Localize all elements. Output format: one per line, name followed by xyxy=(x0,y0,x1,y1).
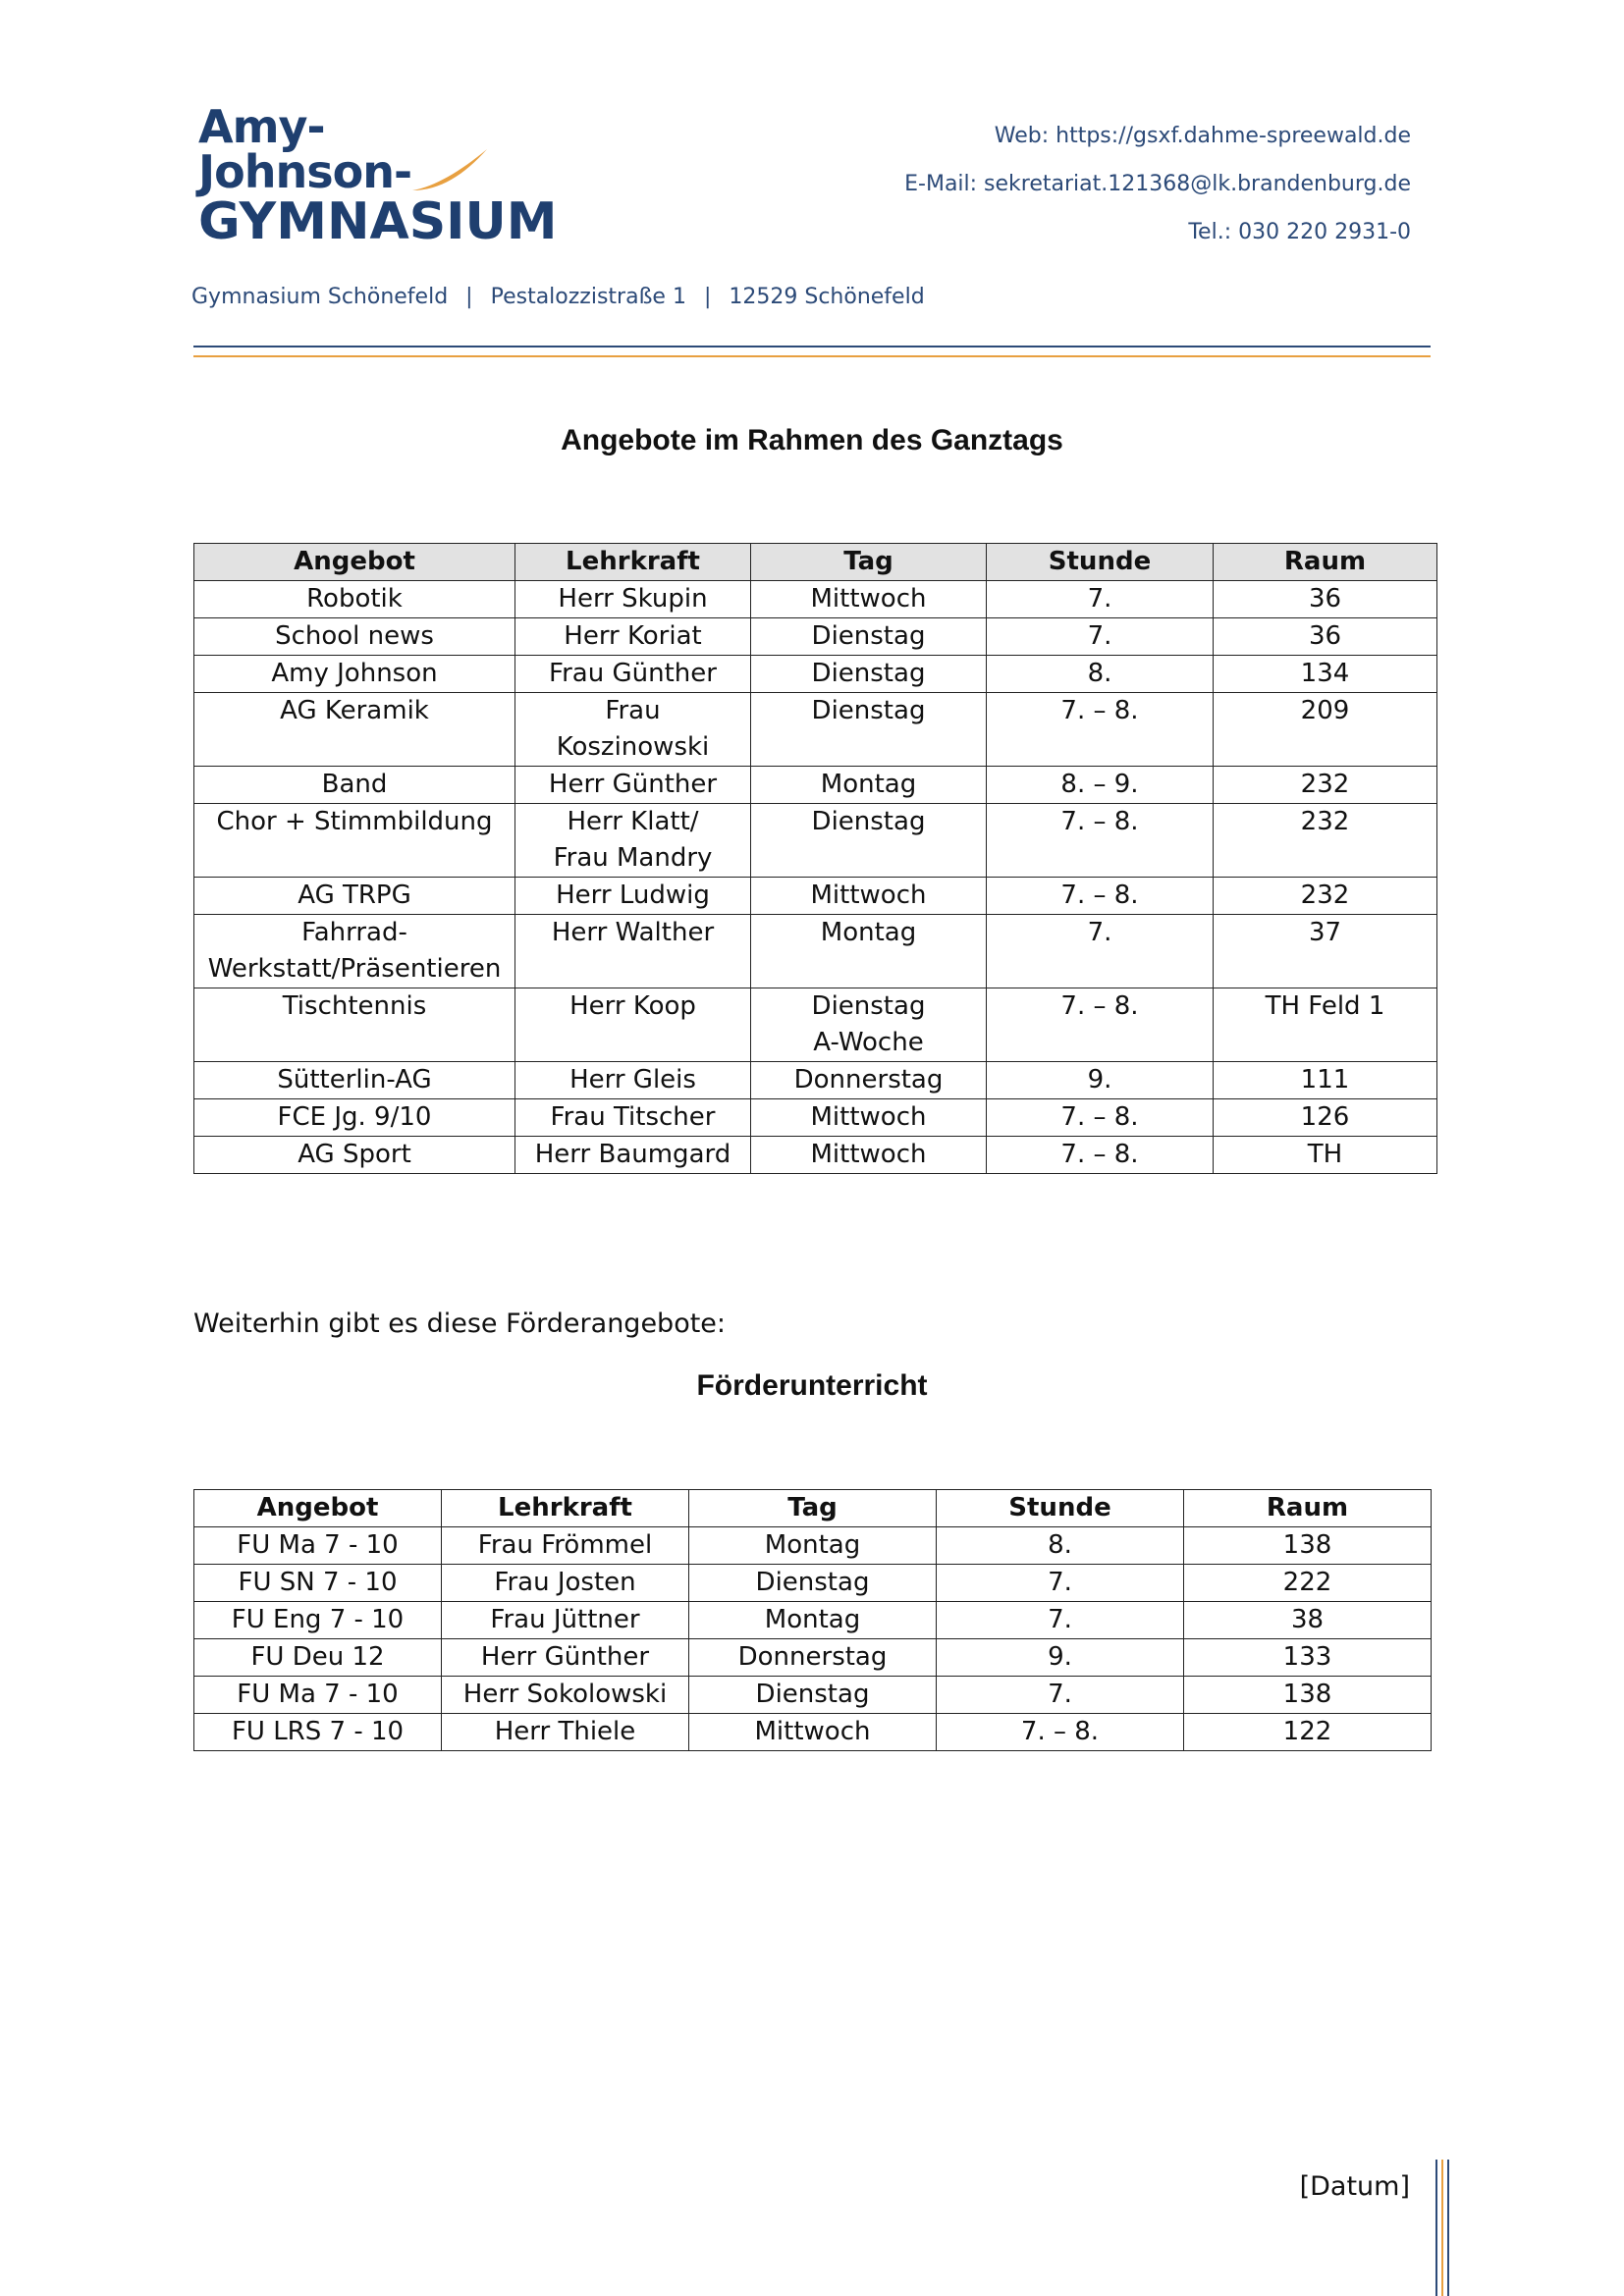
column-header: Raum xyxy=(1184,1490,1432,1527)
footer-line-blue xyxy=(1447,2160,1449,2296)
contact-block xyxy=(904,124,1411,268)
section-title-ganztag: Angebote im Rahmen des Ganztags xyxy=(561,424,1063,456)
table-cell: 222 xyxy=(1184,1565,1432,1602)
logo-swoosh-icon xyxy=(410,147,489,196)
table-cell: 232 xyxy=(1214,767,1437,804)
address-separator: | xyxy=(465,285,473,309)
table-cell: Herr Walther xyxy=(515,915,751,988)
table-cell: AG Sport xyxy=(194,1137,515,1174)
table-cell: Herr Günther xyxy=(515,767,751,804)
table-cell: Mittwoch xyxy=(689,1714,937,1751)
contact-web: Web: https://gsxf.dahme-spreewald.de xyxy=(994,124,1411,148)
table-cell: 7. – 8. xyxy=(937,1714,1184,1751)
table-row xyxy=(194,1137,1437,1174)
table-row xyxy=(194,1677,1432,1714)
table-cell: Herr Ludwig xyxy=(515,878,751,915)
header-divider-orange xyxy=(193,355,1431,357)
foerder-table xyxy=(193,1489,1432,1751)
logo-line-2: Johnson- xyxy=(198,145,412,198)
table-cell: Donnerstag xyxy=(751,1062,987,1099)
header-divider-blue xyxy=(193,346,1431,347)
table-cell: Dienstag xyxy=(689,1677,937,1714)
table-cell: 9. xyxy=(987,1062,1214,1099)
table-cell: 7. xyxy=(987,915,1214,988)
table-row xyxy=(194,581,1437,618)
table-cell: 7. – 8. xyxy=(987,1137,1214,1174)
footer-line-blue xyxy=(1435,2160,1437,2296)
table-cell: 7. xyxy=(937,1602,1184,1639)
column-header: Tag xyxy=(689,1490,937,1527)
table-cell: 7. – 8. xyxy=(987,1099,1214,1137)
address-line xyxy=(191,285,925,309)
table-cell: 7. – 8. xyxy=(987,804,1214,878)
table-cell: 111 xyxy=(1214,1062,1437,1099)
footer-line-orange xyxy=(1441,2160,1443,2296)
table-header-row xyxy=(194,544,1437,581)
table-cell: TH Feld 1 xyxy=(1214,988,1437,1062)
table-cell: Montag xyxy=(751,767,987,804)
table-cell: FU Deu 12 xyxy=(194,1639,442,1677)
table-row xyxy=(194,693,1437,767)
table-cell: Herr Skupin xyxy=(515,581,751,618)
table-cell: FCE Jg. 9/10 xyxy=(194,1099,515,1137)
column-header: Stunde xyxy=(987,544,1214,581)
column-header: Lehrkraft xyxy=(515,544,751,581)
table-cell: Herr Klatt/ Frau Mandry xyxy=(515,804,751,878)
table-cell: 36 xyxy=(1214,581,1437,618)
table-cell: Herr Günther xyxy=(442,1639,689,1677)
table-cell: 7. xyxy=(987,618,1214,656)
table-cell: 7. – 8. xyxy=(987,878,1214,915)
table-cell: FU Eng 7 - 10 xyxy=(194,1602,442,1639)
table-cell: 37 xyxy=(1214,915,1437,988)
table-cell: 9. xyxy=(937,1639,1184,1677)
table-row xyxy=(194,656,1437,693)
table-cell: 38 xyxy=(1184,1602,1432,1639)
school-logo xyxy=(198,100,558,251)
table-cell: Dienstag xyxy=(751,693,987,767)
table-cell: Herr Gleis xyxy=(515,1062,751,1099)
section-title-foerderunterricht: Förderunterricht xyxy=(696,1369,928,1402)
table-cell: 209 xyxy=(1214,693,1437,767)
table-cell: FU LRS 7 - 10 xyxy=(194,1714,442,1751)
address-city: 12529 Schönefeld xyxy=(729,285,925,309)
column-header: Stunde xyxy=(937,1490,1184,1527)
table-cell: 8. – 9. xyxy=(987,767,1214,804)
table-cell: AG TRPG xyxy=(194,878,515,915)
table-row xyxy=(194,618,1437,656)
ganztag-table xyxy=(193,543,1437,1174)
table-cell: Tischtennis xyxy=(194,988,515,1062)
contact-phone: Tel.: 030 220 2931-0 xyxy=(1188,220,1411,244)
table-cell: Sütterlin-AG xyxy=(194,1062,515,1099)
logo-line-1: Amy- xyxy=(198,100,325,153)
table-row xyxy=(194,988,1437,1062)
table-row xyxy=(194,915,1437,988)
table-cell: 126 xyxy=(1214,1099,1437,1137)
table-cell: 122 xyxy=(1184,1714,1432,1751)
table-cell: Mittwoch xyxy=(751,1137,987,1174)
table-cell: 7. xyxy=(987,581,1214,618)
table-cell: FU Ma 7 - 10 xyxy=(194,1677,442,1714)
date-placeholder: [Datum] xyxy=(1299,2171,1410,2202)
table-row xyxy=(194,1527,1432,1565)
table-header-row xyxy=(194,1490,1432,1527)
address-school: Gymnasium Schönefeld xyxy=(191,285,449,309)
table-row xyxy=(194,878,1437,915)
table-cell: 133 xyxy=(1184,1639,1432,1677)
table-cell: Dienstag xyxy=(751,804,987,878)
address-street: Pestalozzistraße 1 xyxy=(490,285,686,309)
logo-line-3: GYMNASIUM xyxy=(198,192,558,251)
table-cell: Robotik xyxy=(194,581,515,618)
table-cell: Frau Günther xyxy=(515,656,751,693)
table-cell: Mittwoch xyxy=(751,878,987,915)
table-cell: Mittwoch xyxy=(751,581,987,618)
table-cell: Montag xyxy=(689,1602,937,1639)
table-cell: Dienstag xyxy=(689,1565,937,1602)
table-cell: Dienstag xyxy=(751,656,987,693)
table-row xyxy=(194,1062,1437,1099)
column-header: Tag xyxy=(751,544,987,581)
foerder-intro-text: Weiterhin gibt es diese Förderangebote: xyxy=(193,1308,727,1339)
table-row xyxy=(194,767,1437,804)
column-header: Raum xyxy=(1214,544,1437,581)
table-cell: School news xyxy=(194,618,515,656)
table-cell: FU SN 7 - 10 xyxy=(194,1565,442,1602)
table-cell: 36 xyxy=(1214,618,1437,656)
table-cell: 8. xyxy=(987,656,1214,693)
table-cell: 8. xyxy=(937,1527,1184,1565)
table-row xyxy=(194,1099,1437,1137)
table-cell: Dienstag xyxy=(751,618,987,656)
table-cell: Frau Frömmel xyxy=(442,1527,689,1565)
table-cell: Herr Sokolowski xyxy=(442,1677,689,1714)
table-cell: Herr Koriat xyxy=(515,618,751,656)
table-row xyxy=(194,1714,1432,1751)
table-cell: Frau Titscher xyxy=(515,1099,751,1137)
table-cell: 7. xyxy=(937,1565,1184,1602)
column-header: Angebot xyxy=(194,1490,442,1527)
table-cell: Herr Thiele xyxy=(442,1714,689,1751)
table-cell: AG Keramik xyxy=(194,693,515,767)
table-cell: Frau Josten xyxy=(442,1565,689,1602)
table-row xyxy=(194,804,1437,878)
table-cell: TH xyxy=(1214,1137,1437,1174)
table-cell: Amy Johnson xyxy=(194,656,515,693)
table-row xyxy=(194,1565,1432,1602)
table-cell: Chor + Stimmbildung xyxy=(194,804,515,878)
contact-email: E-Mail: sekretariat.121368@lk.brandenburg.de xyxy=(904,172,1411,196)
table-cell: 138 xyxy=(1184,1527,1432,1565)
table-cell: Frau Koszinowski xyxy=(515,693,751,767)
table-cell: 7. xyxy=(937,1677,1184,1714)
table-cell: Fahrrad- Werkstatt/Präsentieren xyxy=(194,915,515,988)
table-row xyxy=(194,1602,1432,1639)
table-cell: Montag xyxy=(751,915,987,988)
table-cell: 134 xyxy=(1214,656,1437,693)
table-cell: Frau Jüttner xyxy=(442,1602,689,1639)
table-cell: Montag xyxy=(689,1527,937,1565)
table-row xyxy=(194,1639,1432,1677)
table-cell: Mittwoch xyxy=(751,1099,987,1137)
table-cell: Dienstag A-Woche xyxy=(751,988,987,1062)
table-cell: Herr Koop xyxy=(515,988,751,1062)
table-cell: 232 xyxy=(1214,804,1437,878)
table-cell: 138 xyxy=(1184,1677,1432,1714)
table-cell: 7. – 8. xyxy=(987,988,1214,1062)
table-cell: Band xyxy=(194,767,515,804)
address-separator: | xyxy=(703,285,712,309)
column-header: Angebot xyxy=(194,544,515,581)
table-cell: 232 xyxy=(1214,878,1437,915)
table-cell: FU Ma 7 - 10 xyxy=(194,1527,442,1565)
table-cell: Donnerstag xyxy=(689,1639,937,1677)
column-header: Lehrkraft xyxy=(442,1490,689,1527)
table-cell: 7. – 8. xyxy=(987,693,1214,767)
table-cell: Herr Baumgard xyxy=(515,1137,751,1174)
